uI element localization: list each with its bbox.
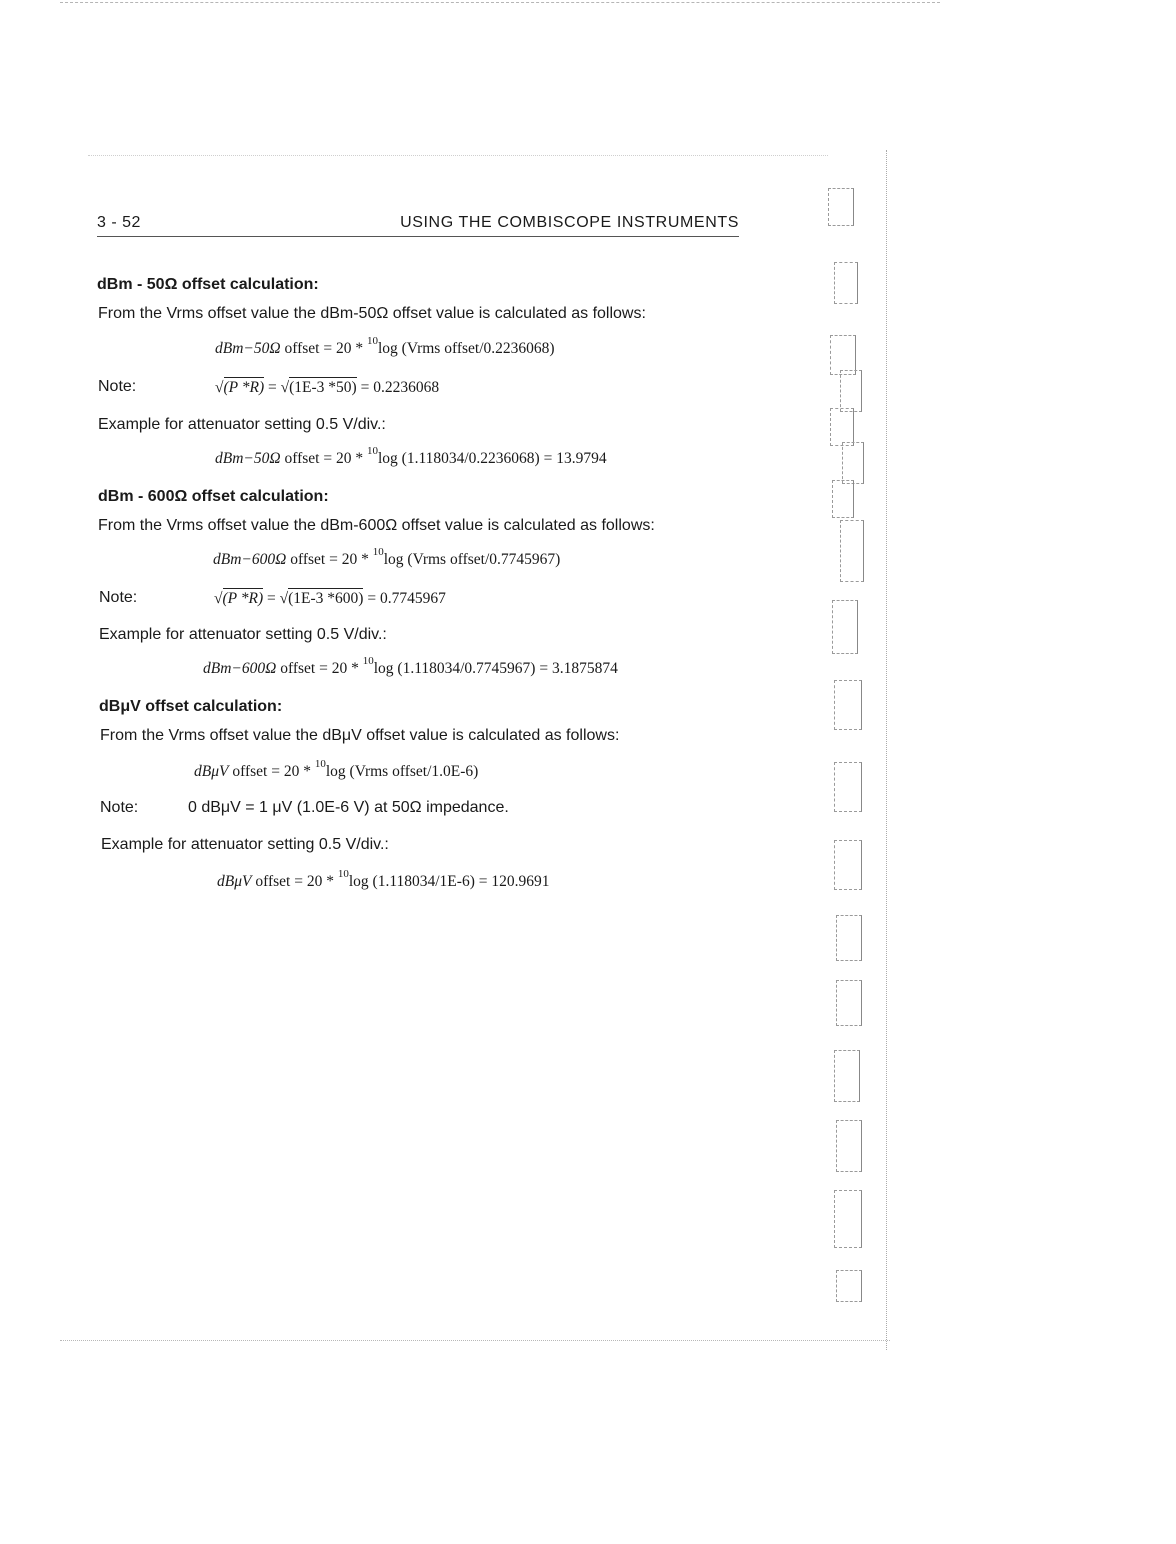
note-eq: = √ (263, 590, 289, 607)
binder-tab (836, 1120, 862, 1172)
binder-tab (832, 480, 854, 518)
binder-tabs (822, 180, 892, 1350)
binder-tab (834, 762, 862, 812)
running-title: USING THE COMBISCOPE INSTRUMENTS (400, 214, 739, 231)
binder-tab (834, 262, 858, 304)
binder-tab (840, 520, 864, 582)
sqrt-arg-1: (P *R) (222, 590, 264, 607)
example-label-uv: Example for attenuator setting 0.5 V/div.: (101, 836, 389, 853)
binder-tab (832, 600, 858, 654)
example-sup: 10 (362, 655, 374, 667)
binder-tab (836, 1270, 862, 1302)
example-sup: 10 (366, 445, 378, 457)
example-mid: offset = 20 * (251, 873, 338, 890)
note-label-50: Note: (98, 378, 137, 395)
example-lhs: dBm−600Ω (203, 660, 277, 677)
example-lhs: dBm−50Ω (215, 450, 281, 467)
bottom-edge-rule (60, 1340, 890, 1341)
formula-mid: offset = 20 * (228, 763, 315, 780)
note-result: = 0.2236068 (356, 379, 440, 396)
binder-tab (836, 915, 862, 961)
example-rhs: log (1.118034/1E-6) = 120.9691 (348, 873, 550, 890)
sqrt-arg-2: (1E-3 *50) (289, 379, 357, 396)
example-formula-50 (215, 445, 607, 468)
sqrt-icon: √ (215, 379, 224, 396)
formula-mid: offset = 20 * (280, 340, 367, 357)
note-formula-50 (215, 379, 439, 397)
intro-dbm-50: From the Vrms offset value the dBm-50Ω offset value is calculated as follows: (98, 305, 646, 322)
example-label-600: Example for attenuator setting 0.5 V/div.: (99, 626, 387, 643)
example-label-50: Example for attenuator setting 0.5 V/div.: (98, 416, 386, 433)
formula-mid: offset = 20 * (286, 551, 373, 568)
sqrt-icon: √ (214, 590, 223, 607)
binder-tab (830, 408, 854, 446)
example-sup: 10 (337, 868, 349, 880)
note-text-uv: 0 dBμV = 1 μV (1.0E-6 V) at 50Ω impedance. (188, 799, 509, 816)
binder-tab (834, 840, 862, 890)
sqrt-arg-2: (1E-3 *600) (288, 590, 364, 607)
note-eq: = √ (264, 379, 290, 396)
intro-dbuv: From the Vrms offset value the dBμV offset value is calculated as follows: (100, 727, 620, 744)
note-result: = 0.7745967 (363, 590, 446, 607)
binder-tab (828, 188, 854, 226)
example-mid: offset = 20 * (276, 660, 363, 677)
formula-dbm-600 (213, 546, 561, 569)
example-mid: offset = 20 * (280, 450, 367, 467)
binder-tab (834, 1050, 860, 1102)
example-rhs: log (1.118034/0.7745967) = 3.1875874 (373, 660, 618, 677)
heading-dbm-600: dBm - 600Ω offset calculation: (98, 488, 329, 505)
heading-dbuv: dBμV offset calculation: (99, 698, 283, 715)
formula-dbuv (194, 758, 479, 781)
binder-tab (834, 1190, 862, 1248)
binder-tab (834, 680, 862, 730)
example-rhs: log (1.118034/0.2236068) = 13.9794 (377, 450, 607, 467)
binder-tab (830, 335, 856, 375)
top-edge-rule (60, 2, 940, 3)
example-formula-uv (217, 868, 550, 891)
intro-dbm-600: From the Vrms offset value the dBm-600Ω offset value is calculated as follows: (98, 517, 655, 534)
formula-lhs: dBm−600Ω (213, 551, 287, 568)
binder-tab (836, 980, 862, 1026)
formula-rhs: log (Vrms offset/1.0E-6) (325, 763, 479, 780)
page-header (97, 214, 739, 237)
formula-lhs: dBm−50Ω (215, 340, 281, 357)
formula-sup: 10 (366, 335, 378, 347)
example-lhs: dBμV (217, 873, 252, 890)
note-label-uv: Note: (100, 799, 139, 816)
page-number: 3 - 52 (97, 214, 141, 231)
formula-rhs: log (Vrms offset/0.2236068) (377, 340, 555, 357)
formula-sup: 10 (372, 546, 384, 558)
note-label-600: Note: (99, 589, 138, 606)
example-formula-600 (203, 655, 618, 678)
binder-tab (840, 370, 862, 412)
formula-sup: 10 (314, 758, 326, 770)
note-formula-600 (214, 590, 446, 608)
scan-artifact-line (88, 155, 828, 156)
formula-rhs: log (Vrms offset/0.7745967) (383, 551, 561, 568)
sqrt-arg-1: (P *R) (223, 379, 265, 396)
heading-dbm-50: dBm - 50Ω offset calculation: (97, 276, 319, 293)
formula-dbm-50 (215, 335, 555, 358)
formula-lhs: dBμV (194, 763, 229, 780)
binder-tab (842, 442, 864, 484)
